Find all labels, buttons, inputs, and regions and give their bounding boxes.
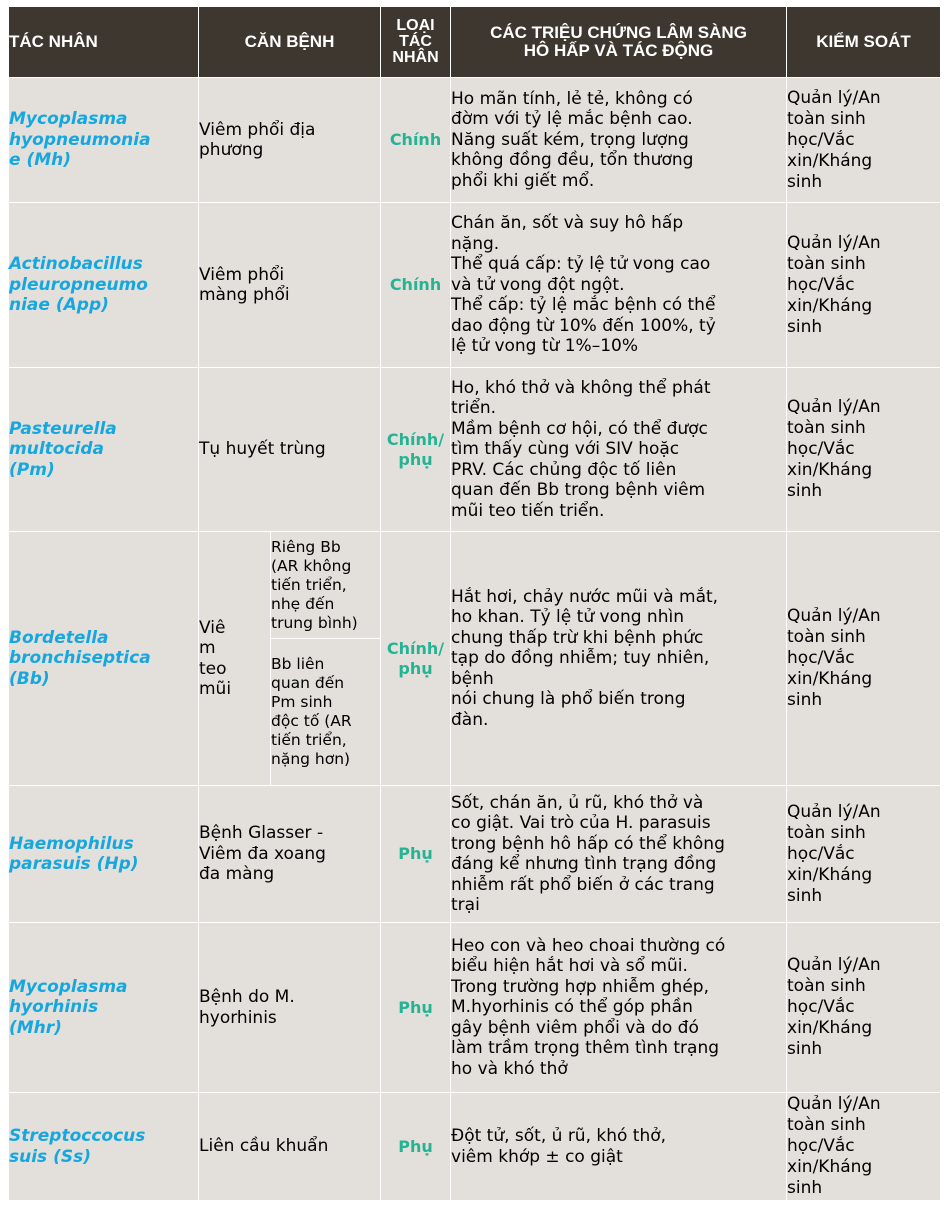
control-text: Quản lý/An toàn sinh học/Vắc xin/Kháng sinh: [787, 368, 941, 532]
control-text: Quản lý/An toàn sinh học/Vắc xin/Kháng sinh: [787, 1093, 941, 1201]
agent-type: Chính/ phụ: [381, 532, 451, 786]
agent-type: Chính: [381, 78, 451, 203]
agent-name: Actinobacillus pleuropneumo niae (App): [9, 203, 199, 368]
agent-name: Mycoplasma hyopneumonia e (Mh): [9, 78, 199, 203]
table-row: [9, 1093, 941, 1201]
control-text: Quản lý/An toàn sinh học/Vắc xin/Kháng sinh: [787, 923, 941, 1093]
symptoms-text: Heo con và heo choai thường có biểu hiện hắt hơi và sổ mũi. Trong trường hợp nhiễm ghép, M.hyorhinis có thể góp phần gây bệnh viêm phổi và do đó làm trầm trọng thêm tình trạng ho và khó thở: [451, 923, 787, 1093]
header-symptoms: CÁC TRIỆU CHỨNG LÂM SÀNG HÔ HẤP VÀ TÁC ĐỘNG: [451, 7, 787, 78]
disease-name: Tụ huyết trùng: [199, 368, 381, 532]
agent-name: Mycoplasma hyorhinis (Mhr): [9, 923, 199, 1093]
table-row: [9, 78, 941, 203]
symptoms-text: Ho mãn tính, lẻ tẻ, không có đờm với tỷ lệ mắc bệnh cao. Năng suất kém, trọng lượng không đồng đều, tổn thương phổi khi giết mổ.: [451, 78, 787, 203]
agent-name: Bordetella bronchiseptica (Bb): [9, 532, 199, 786]
table-row: [9, 923, 941, 1093]
agent-name: Streptoccocus suis (Ss): [9, 1093, 199, 1201]
disease-name: Liên cầu khuẩn: [199, 1093, 381, 1201]
table-header-row: [9, 7, 941, 78]
agent-type: Chính/ phụ: [381, 368, 451, 532]
agent-name: Pasteurella multocida (Pm): [9, 368, 199, 532]
pathogen-table: [8, 6, 941, 1201]
control-text: Quản lý/An toàn sinh học/Vắc xin/Kháng sinh: [787, 203, 941, 368]
agent-type: Phụ: [381, 1093, 451, 1201]
symptoms-text: Sốt, chán ăn, ủ rũ, khó thở và co giật. Vai trò của H. parasuis trong bệnh hô hấp có thể không đáng kể nhưng tình trạng đồng nhiễm rất phổ biến ở các trang trại: [451, 786, 787, 923]
agent-name: Haemophilus parasuis (Hp): [9, 786, 199, 923]
symptoms-text: Ho, khó thở và không thể phát triển. Mầm bệnh cơ hội, có thể được tìm thấy cùng với SIV hoặc PRV. Các chủng độc tố liên quan đến Bb trong bệnh viêm mũi teo tiến triển.: [451, 368, 787, 532]
control-text: Quản lý/An toàn sinh học/Vắc xin/Kháng sinh: [787, 786, 941, 923]
disease-name: Viêm phổi địa phương: [199, 78, 381, 203]
table-row: [9, 203, 941, 368]
agent-type: Chính: [381, 203, 451, 368]
disease-name: Bệnh do M. hyorhinis: [199, 923, 381, 1093]
disease-name: Bệnh Glasser - Viêm đa xoang đa màng: [199, 786, 381, 923]
symptoms-text: Chán ăn, sốt và suy hô hấp nặng. Thể quá cấp: tỷ lệ tử vong cao và tử vong đột ngột. Thể cấp: tỷ lệ mắc bệnh có thể dao động từ 10% đến 100%, tỷ lệ tử vong từ 1%–10%: [451, 203, 787, 368]
table-row: [9, 786, 941, 923]
table-row: [9, 368, 941, 532]
agent-type: Phụ: [381, 786, 451, 923]
disease-name: Viê m teo mũi: [199, 532, 271, 786]
symptoms-text: Đột tử, sốt, ủ rũ, khó thở, viêm khớp ± co giật: [451, 1093, 787, 1201]
disease-subtype: Bb liên quan đến Pm sinh độc tố (AR tiến triển, nặng hơn): [271, 639, 381, 786]
symptoms-text: Hắt hơi, chảy nước mũi và mắt, ho khan. Tỷ lệ tử vong nhìn chung thấp trừ khi bệnh phức tạp do đồng nhiễm; tuy nhiên, bệnh nói chung là phổ biến trong đàn.: [451, 532, 787, 786]
control-text: Quản lý/An toàn sinh học/Vắc xin/Kháng sinh: [787, 78, 941, 203]
disease-name: Viêm phổi màng phổi: [199, 203, 381, 368]
header-agent: TÁC NHÂN: [9, 7, 199, 78]
header-control: KIỂM SOÁT: [787, 7, 941, 78]
header-agent-type: LOẠI TÁC NHÂN: [381, 7, 451, 78]
table-row: [9, 532, 941, 639]
control-text: Quản lý/An toàn sinh học/Vắc xin/Kháng sinh: [787, 532, 941, 786]
disease-subtype: Riêng Bb (AR không tiến triển, nhẹ đến trung bình): [271, 532, 381, 639]
header-disease: CĂN BỆNH: [199, 7, 381, 78]
agent-type: Phụ: [381, 923, 451, 1093]
